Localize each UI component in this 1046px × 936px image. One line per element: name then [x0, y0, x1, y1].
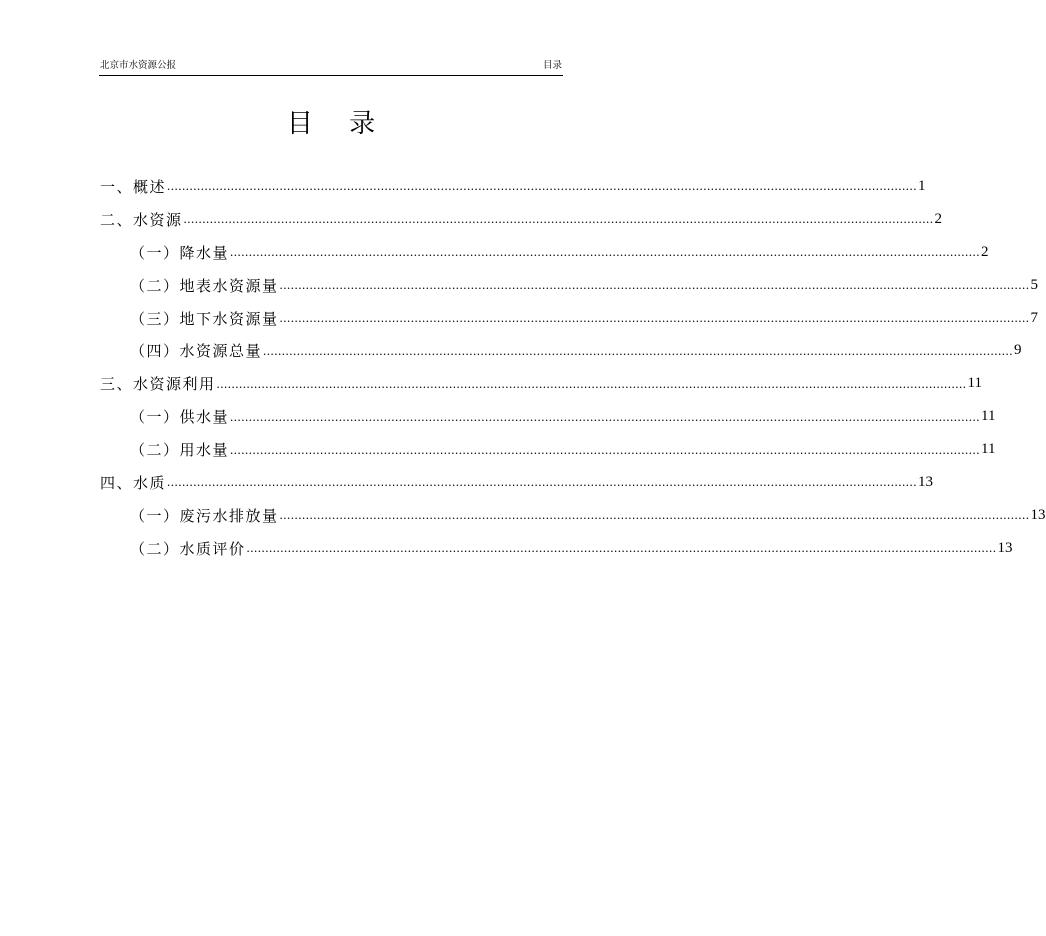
- toc-entry-page: 2: [934, 210, 943, 227]
- toc-dot-leader: ........................................................................................................................................................................................................: [263, 342, 1014, 358]
- toc-entry-page: 7: [1030, 309, 1039, 326]
- toc-entry[interactable]: [100, 334, 1022, 367]
- toc-entry[interactable]: [100, 269, 1039, 302]
- header-divider: [99, 75, 563, 76]
- page-title: 目 录: [286, 109, 390, 139]
- toc-entry-label: 一、概述: [100, 177, 167, 196]
- toc-entry-label: （四）水资源总量: [130, 342, 263, 361]
- toc-entry[interactable]: [100, 203, 943, 236]
- toc-entry-label: （一）废污水排放量: [130, 506, 279, 525]
- toc-entry-label: （一）降水量: [130, 243, 230, 262]
- toc-dot-leader: ........................................................................................................................................................................................................: [167, 178, 918, 194]
- toc-entry-page: 1: [918, 177, 926, 194]
- toc-entry[interactable]: [100, 400, 996, 433]
- table-of-contents: [100, 170, 1046, 565]
- header-section-label: 目录: [542, 60, 562, 71]
- toc-dot-leader: ........................................................................................................................................................................................................: [183, 211, 934, 227]
- toc-dot-leader: ........................................................................................................................................................................................................: [167, 474, 918, 490]
- toc-dot-leader: ........................................................................................................................................................................................................: [279, 507, 1030, 523]
- toc-entry[interactable]: [100, 466, 934, 499]
- toc-dot-leader: ........................................................................................................................................................................................................: [230, 244, 981, 260]
- toc-dot-leader: ........................................................................................................................................................................................................: [279, 310, 1030, 325]
- toc-entry-page: 13: [918, 473, 934, 490]
- toc-entry-label: （二）用水量: [130, 441, 230, 460]
- toc-entry-label: （三）地下水资源量: [130, 309, 279, 328]
- toc-entry[interactable]: [100, 433, 996, 466]
- toc-entry-page: 13: [1030, 506, 1046, 523]
- toc-dot-leader: ........................................................................................................................................................................................................: [246, 540, 997, 556]
- toc-entry-label: （一）供水量: [130, 408, 230, 427]
- toc-entry-label: 二、水资源: [100, 210, 183, 229]
- toc-entry-page: 2: [981, 243, 989, 260]
- toc-entry-page: 5: [1030, 276, 1039, 293]
- toc-entry-page: 11: [981, 441, 996, 458]
- toc-entry-page: 11: [967, 375, 982, 392]
- toc-dot-leader: ........................................................................................................................................................................................................: [230, 408, 981, 424]
- header-publication-title: 北京市水资源公报: [100, 60, 177, 71]
- page-header: [100, 58, 562, 74]
- toc-entry-page: 11: [981, 408, 996, 425]
- toc-dot-leader: ........................................................................................................................................................................................................: [279, 277, 1030, 293]
- toc-entry-page: 9: [1014, 342, 1022, 359]
- toc-entry-label: 三、水资源利用: [100, 375, 216, 394]
- toc-entry[interactable]: [100, 236, 989, 269]
- toc-entry-label: 四、水质: [100, 473, 167, 492]
- toc-dot-leader: ........................................................................................................................................................................................................: [216, 375, 967, 391]
- toc-dot-leader: ........................................................................................................................................................................................................: [230, 441, 981, 457]
- toc-entry[interactable]: [100, 532, 1013, 565]
- toc-entry[interactable]: [100, 302, 1039, 335]
- toc-entry-label: （二）地表水资源量: [130, 276, 279, 295]
- toc-entry[interactable]: [100, 499, 1046, 532]
- toc-entry[interactable]: [100, 170, 926, 203]
- toc-entry[interactable]: [100, 367, 982, 400]
- toc-entry-label: （二）水质评价: [130, 539, 246, 558]
- toc-entry-page: 13: [997, 539, 1013, 556]
